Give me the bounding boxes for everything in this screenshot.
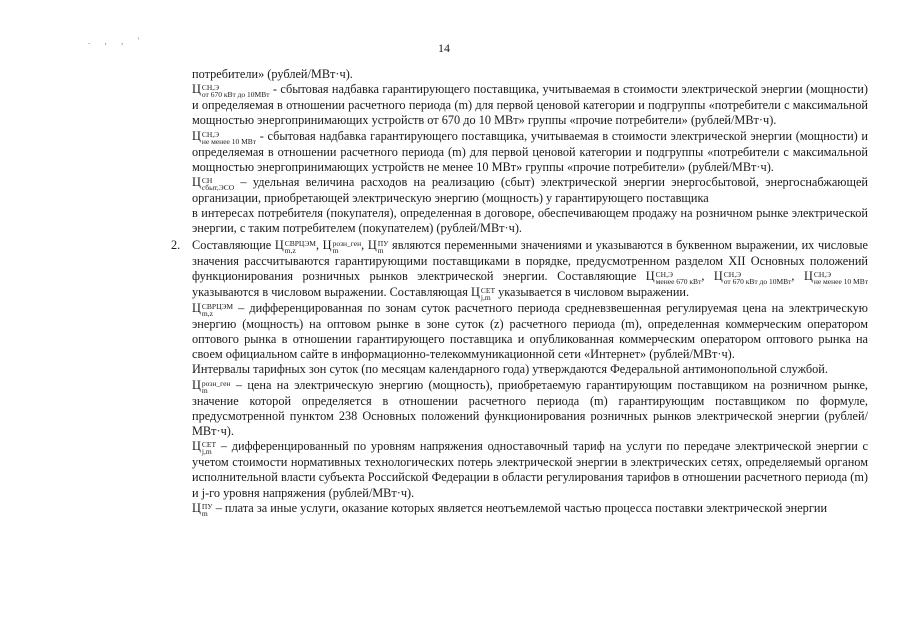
list-item-2-text: Составляющие Ц СВРЦЭМ m,z , Ц розн_ген m , Ц ПУ m являются переменными значениями и указываются в буквенном выражении, их числовые значения рассчитываются гарантирующими поставщиками в порядке, предусмотренном разделом XII Основных положений функционирования розничных рынков электрической энергии. Составляющие Ц СН,Э менее 670 кВт , Ц СН,Э от 670 кВт до 10МВт , Ц СН,Э не менее 10 МВт указываются в числовом выражении. Составляющая Ц СЕТ j,m указывается в числовом выражении. [192, 237, 869, 302]
paragraph-definition-pu: Ц ПУ m – плата за иные услуги, оказание которых является неотъемлемой частью процесса поставки электрической энергии [192, 500, 828, 518]
formula-symbol: Ц розн_ген m [322, 237, 362, 255]
paragraph-continuation: потребители» (рублей/МВт·ч). [192, 67, 353, 81]
paragraph-definition-eso: Ц СН сбыт,ЭСО – удельная величина расходов на реализацию (сбыт) электрической энергии энергосбытовой, энергоснабжающей организации, приобретающей электрическую энергию (мощность) у гарантирующего поставщика [192, 175, 868, 206]
scan-specks: . , , ' [88, 36, 146, 46]
page-number: 14 [438, 41, 450, 55]
paragraph-definition-svrcem: Ц СВРЦЭМ m,z – дифференцированная по зонам суток расчетного периода средневзвешенная регулируемая цена на электрическую энергию (мощность) на оптовом рынке в зоне суток (z) расчетного периода (m), определенная коммерческим оператором оптового рынка в отношении гарантирующего поставщика и опубликованная коммерческим оператором оптового рынка на своем официальном сайте в информационно-телекоммуникационной сети «Интернет» (рублей/МВт·ч). [192, 300, 868, 362]
paragraph-definition-670-10: Ц СН,Э от 670 кВт до 10МВт - сбытовая надбавка гарантирующего поставщика, учитываемая в стоимости электрической энергии (мощности) и определяемая в отношении расчетного периода (m) для первой ценовой категории и подгруппы «потребители с максимальной мощностью энергопринимающих устройств от 670 до 10 МВт» группы «прочие потребители» (рублей/МВт·ч). [192, 82, 868, 128]
document-body [171, 67, 869, 518]
list-item-2 [171, 237, 869, 302]
formula-symbol: Ц СН,Э не менее 10 МВт [192, 128, 257, 146]
formula-symbol: Ц ПУ m [367, 237, 389, 255]
paragraph-definition-set: Ц СЕТ j,m – дифференцированный по уровням напряжения одноставочный тариф на услуги по передаче электрической энергии с учетом стоимости нормативных технологических потерь электрической энергии в электрических сетях, определяемый органом исполнительной власти субъекта Российской Федерации в области регулирования тарифов в отношении расчетного периода (m) и j-го уровня напряжения (рублей/МВт·ч). [192, 439, 868, 500]
formula-symbol: Ц СН,Э менее 670 кВт [645, 268, 702, 286]
formula-symbol: Ц СВРЦЭМ m,z [192, 300, 234, 318]
formula-symbol: Ц СВРЦЭМ m,z [274, 237, 316, 255]
paragraph-definition-10: Ц СН,Э не менее 10 МВт - сбытовая надбавка гарантирующего поставщика, учитываемая в стоимости электрической энергии (мощности) и определяемая в отношении расчетного периода (m) для первой ценовой категории и подгруппы «потребители с максимальной мощностью энергопринимающих устройств не менее 10 МВт» группы «прочие потребители» (рублей/МВт·ч). [192, 128, 868, 174]
formula-symbol: Ц розн_ген m [192, 377, 231, 395]
formula-symbol: Ц СН,Э от 670 кВт до 10МВт [713, 268, 792, 286]
formula-symbol: Ц СЕТ j,m [192, 439, 217, 457]
paragraph-definition-rozn-gen: Ц розн_ген m – цена на электрическую энергию (мощность), приобретаемую гарантирующим поставщиком на розничном рынке, значение которой определяется в отношении расчетного периода (m) гарантирующим поставщиком по формуле, предусмотренной пунктом 238 Основных положений функционирования розничных рынков электрической энергии (рублей/МВт·ч). [192, 377, 868, 439]
formula-symbol: Ц ПУ m [192, 500, 213, 518]
formula-symbol: Ц СН,Э от 670 кВт до 10МВт [192, 82, 270, 100]
formula-symbol: Ц СЕТ j,m [470, 284, 496, 302]
formula-symbol: Ц СН сбыт,ЭСО [192, 175, 235, 193]
paragraph-tariff-zones: Интервалы тарифных зон суток (по месяцам календарного года) утверждаются Федеральной антимонопольной службой. [192, 362, 828, 377]
paragraph-definition-eso-cont: в интересах потребителя (покупателя), определенная в договоре, обеспечивающем продажу на розничном рынке электрической энергии, с таким потребителем (покупателем) (рублей/МВт·ч). [192, 206, 868, 236]
list-number: 2. [171, 237, 181, 252]
formula-symbol: Ц СН,Э не менее 10 МВт [803, 268, 869, 286]
